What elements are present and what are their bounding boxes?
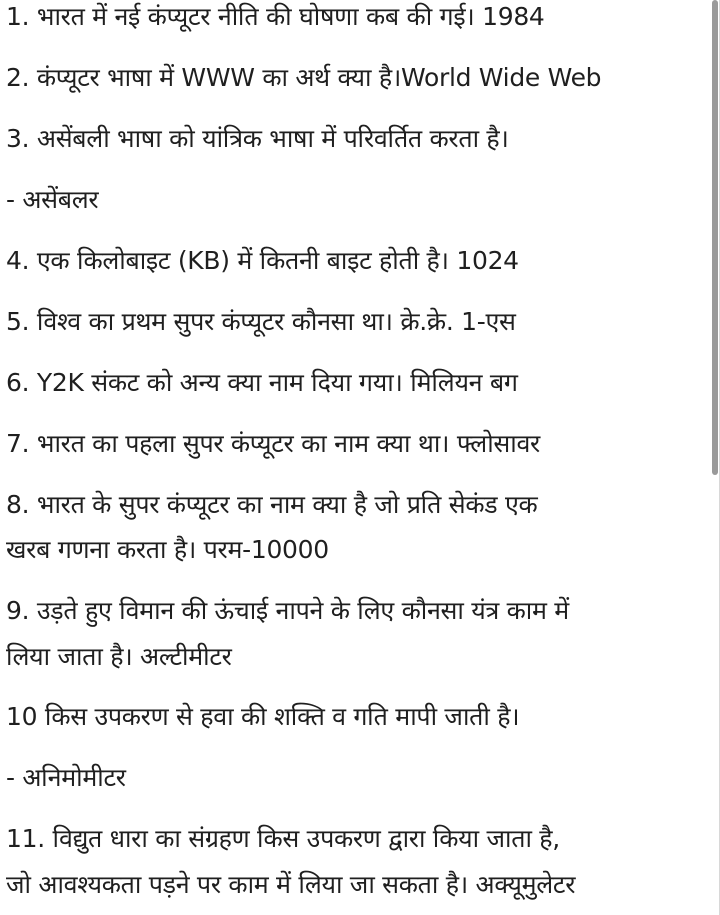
question-4: 4. एक किलोबाइट (KB) में कितनी बाइट होती है। 1024 [6,246,519,275]
answer-10: - अनिमोमीटर [6,763,126,792]
question-8-line-2: खरब गणना करता है। परम-10000 [6,535,329,564]
question-1: 1. भारत में नई कंप्यूटर नीति की घोषणा कब की गई। 1984 [6,2,545,31]
answer-3: - असेंबलर [6,185,99,214]
question-11-line-2: जो आवश्यकता पड़ने पर काम में लिया जा सकता है। अक्यूमुलेटर [6,870,576,899]
question-6: 6. Y2K संकट को अन्य क्या नाम दिया गया। मिलियन बग [6,368,518,397]
question-7: 7. भारत का पहला सुपर कंप्यूटर का नाम क्या था। फ्लोसावर [6,429,540,458]
question-10: 10 किस उपकरण से हवा की शक्ति व गति मापी जाती है। [6,702,520,731]
question-11-line-1: 11. विद्युत धारा का संग्रहण किस उपकरण द्वारा किया जाता है, [6,824,560,853]
question-3: 3. असेंबली भाषा को यांत्रिक भाषा में परिवर्तित करता है। [6,124,509,153]
question-9-line-2: लिया जाता है। अल्टीमीटर [6,642,232,671]
scrollbar-thumb[interactable] [712,0,718,475]
question-5: 5. विश्व का प्रथम सुपर कंप्यूटर कौनसा था। क्रे.क्रे. 1-एस [6,307,516,336]
question-8-line-1: 8. भारत के सुपर कंप्यूटर का नाम क्या है जो प्रति सेकंड एक [6,490,538,519]
question-2: 2. कंप्यूटर भाषा में WWW का अर्थ क्या है।World Wide Web [6,63,602,92]
question-9-line-1: 9. उड़ते हुए विमान की ऊंचाई नापने के लिए कौनसा यंत्र काम में [6,596,569,625]
